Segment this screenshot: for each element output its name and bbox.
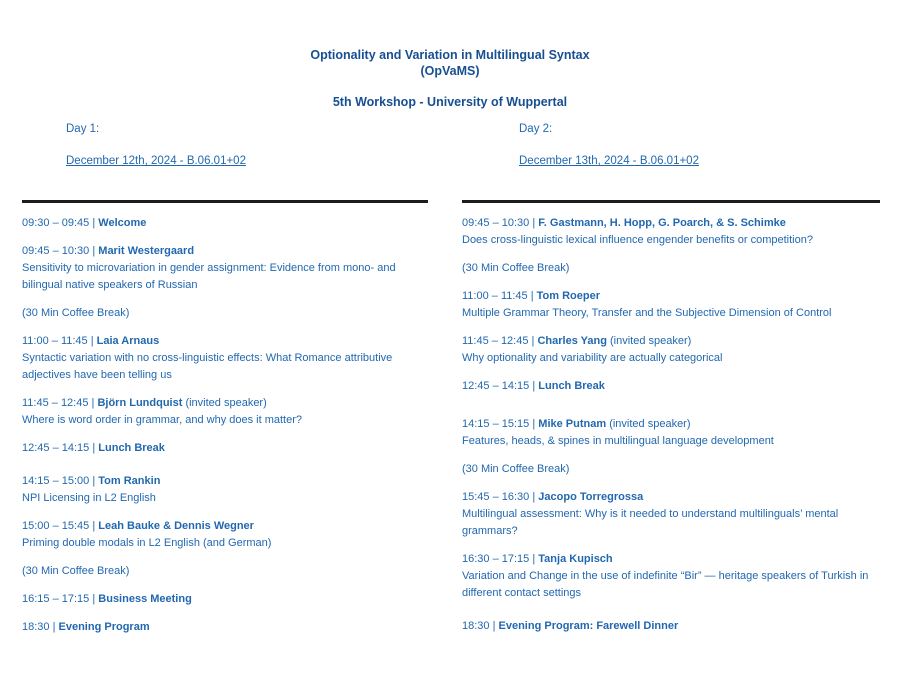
entry-time: 12:45 – 14:15	[22, 442, 90, 454]
entry-name: F. Gastmann, H. Hopp, G. Poarch, & S. Schimke	[538, 217, 786, 229]
entry-time: 16:15 – 17:15	[22, 593, 90, 605]
schedule-entry	[462, 551, 880, 602]
day2-divider-rule	[462, 200, 880, 203]
entry-separator: |	[89, 245, 99, 257]
entry-header	[22, 333, 428, 350]
entry-name: Leah Bauke & Dennis Wegner	[98, 520, 254, 532]
entry-separator: |	[89, 593, 99, 605]
entry-name: Evening Program	[58, 621, 150, 633]
day2-column	[462, 121, 880, 646]
entry-header	[22, 395, 428, 412]
entry-description: Why optionality and variability are actually categorical	[462, 352, 723, 364]
entry-header	[462, 215, 880, 232]
entry-name: Björn Lundquist	[97, 397, 183, 409]
workshop-subtitle: 5th Workshop - University of Wuppertal	[332, 95, 568, 109]
entry-time: 15:00 – 15:45	[22, 520, 90, 532]
entry-name: Welcome	[98, 217, 147, 229]
entry-name: Tom Roeper	[536, 290, 600, 302]
entry-header	[462, 333, 880, 350]
entry-time: 18:30	[462, 620, 490, 632]
entry-description: Multilingual assessment: Why is it needed to understand multilinguals’ mental grammars?	[462, 508, 839, 537]
entry-name: Tanja Kupisch	[538, 553, 613, 565]
entry-time: 09:45 – 10:30	[462, 217, 530, 229]
day2-label: Day 2:	[519, 123, 553, 135]
entry-speaker-note: (invited speaker)	[606, 418, 691, 430]
entry-name: Jacopo Torregrossa	[538, 491, 644, 503]
schedule-entry	[22, 518, 428, 552]
entry-name: Laia Arnaus	[96, 335, 160, 347]
entry-time: 16:30 – 17:15	[462, 553, 530, 565]
entry-time: 12:45 – 14:15	[462, 380, 530, 392]
entry-header	[22, 518, 428, 535]
workshop-title-line2: (OpVaMS)	[420, 64, 480, 78]
entry-header	[22, 243, 428, 260]
entry-time: 18:30	[22, 621, 50, 633]
entry-header	[22, 473, 428, 490]
entry-name: Lunch Break	[98, 442, 165, 454]
entry-name: Evening Program: Farewell Dinner	[498, 620, 679, 632]
coffee-break: (30 Min Coffee Break)	[22, 307, 130, 319]
entry-header	[462, 416, 880, 433]
schedule-entry	[22, 591, 428, 608]
entry-time: 11:00 – 11:45	[22, 335, 88, 347]
day1-divider-rule	[22, 200, 428, 203]
entry-description: Sensitivity to microvariation in gender assignment: Evidence from mono- and bilingual native speakers of Russian	[22, 262, 396, 291]
entry-time: 09:45 – 10:30	[22, 245, 90, 257]
entry-speaker-note: (invited speaker)	[182, 397, 267, 409]
schedule-entry	[22, 333, 428, 384]
entry-description: NPI Licensing in L2 English	[22, 492, 156, 504]
entry-time: 11:45 – 12:45	[462, 335, 529, 347]
schedule-entry	[462, 215, 880, 249]
schedule-entry	[22, 215, 428, 232]
coffee-break: (30 Min Coffee Break)	[22, 565, 130, 577]
entry-header	[462, 288, 880, 305]
workshop-title	[0, 47, 900, 79]
schedule-entry	[22, 243, 428, 294]
schedule-entry	[462, 416, 880, 450]
entry-description: Priming double modals in L2 English (and German)	[22, 537, 272, 549]
entry-description: Does cross-linguistic lexical influence engender benefits or competition?	[462, 234, 813, 246]
entry-name: Business Meeting	[98, 593, 192, 605]
entry-time: 15:45 – 16:30	[462, 491, 530, 503]
entry-separator: |	[529, 553, 539, 565]
coffee-break: (30 Min Coffee Break)	[462, 262, 570, 274]
entry-separator: |	[529, 217, 539, 229]
entry-separator: |	[529, 418, 539, 430]
day1-schedule	[22, 215, 428, 636]
entry-time: 09:30 – 09:45	[22, 217, 90, 229]
schedule-entry	[462, 489, 880, 540]
day1-column	[22, 121, 428, 647]
entry-name: Charles Yang	[537, 335, 607, 347]
entry-speaker-note: (invited speaker)	[606, 335, 692, 347]
entry-name: Mike Putnam	[538, 418, 607, 430]
day1-date-link[interactable]: December 12th, 2024 - B.06.01+02	[66, 155, 246, 167]
entry-time: 11:00 – 11:45	[462, 290, 528, 302]
entry-header	[462, 551, 880, 568]
schedule-entry	[22, 473, 428, 507]
entry-separator: |	[527, 290, 537, 302]
day2-date-row	[519, 151, 880, 170]
vertical-spacer	[462, 406, 880, 416]
schedule-entry	[462, 333, 880, 367]
schedule-entry	[22, 440, 428, 457]
entry-separator: |	[88, 397, 98, 409]
entry-name: Lunch Break	[538, 380, 605, 392]
entry-name: Tom Rankin	[98, 475, 161, 487]
entry-separator: |	[528, 335, 538, 347]
schedule-entry	[22, 395, 428, 429]
entry-header	[462, 489, 880, 506]
entry-separator: |	[89, 520, 99, 532]
day1-label: Day 1:	[66, 123, 100, 135]
entry-description: Syntactic variation with no cross-linguistic effects: What Romance attributive adjectives have been telling us	[22, 352, 393, 381]
entry-time: 14:15 – 15:00	[22, 475, 90, 487]
day2-schedule	[462, 215, 880, 635]
entry-separator: |	[529, 491, 539, 503]
workshop-title-line1: Optionality and Variation in Multilingual Syntax	[310, 48, 590, 62]
day1-date-row	[66, 151, 428, 170]
schedule-entry	[462, 288, 880, 322]
document-header	[0, 0, 900, 110]
entry-time: 11:45 – 12:45	[22, 397, 89, 409]
entry-description: Variation and Change in the use of indefinite “Bir” — heritage speakers of Turkish in different contact settings	[462, 570, 869, 599]
coffee-break: (30 Min Coffee Break)	[462, 463, 570, 475]
entry-separator: |	[529, 380, 539, 392]
entry-description: Multiple Grammar Theory, Transfer and the Subjective Dimension of Control	[462, 307, 832, 319]
entry-time: 14:15 – 15:15	[462, 418, 530, 430]
entry-separator: |	[49, 621, 59, 633]
schedule-entry	[462, 618, 880, 635]
entry-separator: |	[89, 475, 99, 487]
entry-separator: |	[89, 442, 99, 454]
entry-description: Features, heads, & spines in multilingual language development	[462, 435, 774, 447]
schedule-entry	[462, 378, 880, 395]
entry-separator: |	[89, 217, 99, 229]
entry-separator: |	[489, 620, 499, 632]
entry-name: Marit Westergaard	[98, 245, 195, 257]
entry-separator: |	[87, 335, 97, 347]
schedule-entry	[22, 619, 428, 636]
entry-description: Where is word order in grammar, and why does it matter?	[22, 414, 303, 426]
day2-date-link[interactable]: December 13th, 2024 - B.06.01+02	[519, 155, 699, 167]
